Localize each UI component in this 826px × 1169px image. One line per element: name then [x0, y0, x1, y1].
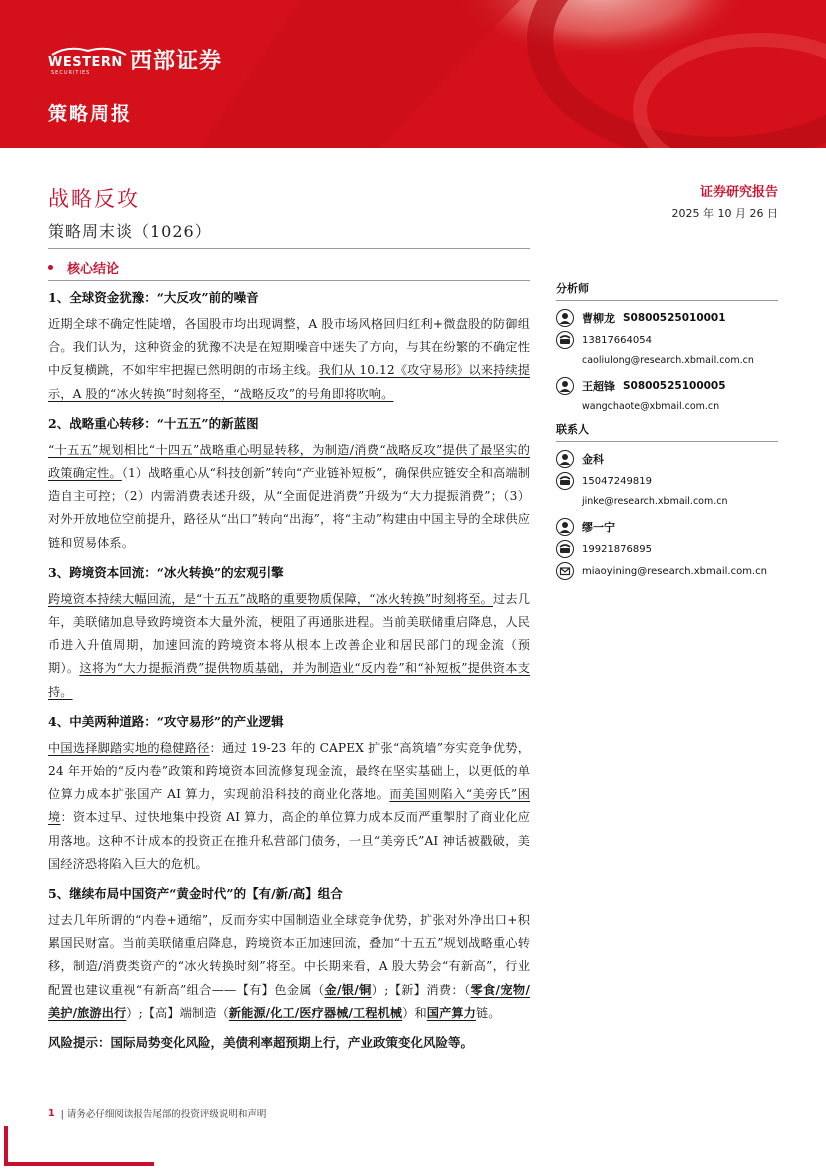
page-footer [48, 1106, 266, 1120]
company-logo [48, 44, 222, 75]
footer-note: | 请务必仔细阅读报告尾部的投资评级说明和声明 [60, 1109, 267, 1120]
core-label: 核心结论 [67, 262, 120, 277]
logo-chinese: 西部证券 [130, 49, 223, 74]
risk-warning: 风险提示：国际局势变化风险，美债利率超预期上行，产业政策变化风险等。 [48, 1035, 474, 1051]
report-date: 2025 年 10 月 26 日 [671, 207, 778, 220]
main-content [48, 287, 530, 1054]
contact-email[interactable]: jinke@research.xbmail.com.cn [582, 496, 728, 507]
contact-card [556, 516, 778, 582]
mail-icon [556, 562, 574, 580]
analyst-name: 王超锋 [582, 380, 615, 393]
contact-name: 金科 [582, 453, 604, 466]
corner-decoration [4, 1126, 8, 1166]
section-5 [48, 883, 530, 1025]
analyst-email[interactable]: wangchaote@xbmail.com.cn [582, 401, 720, 412]
analyst-phone[interactable]: 13817664054 [582, 334, 652, 346]
report-type: 策略周报 [48, 103, 133, 125]
analyst-heading: 分析师 [556, 280, 778, 301]
contact-name: 缪一宁 [582, 521, 615, 534]
section-paragraph: 跨境资本持续大幅回流，是“十五五”战略的重要物质保障，“冰火转换”时刻将至。过去几年，美联储加息导致跨境资本大量外流，梗阻了再通胀进程。当前美联储重启降息，人民币进入升值周期，加速回流的跨境资本将从根本上改善企业和居民部门的现金流（预期）。这将为“大力提振消费”提供物质基础，并为制造业“反内卷”和“补短板”提供资本支持。 [48, 591, 530, 699]
contact-heading: 联系人 [556, 421, 778, 442]
logo-english-sub: SECURITIES [51, 69, 91, 76]
section-3 [48, 562, 530, 704]
analyst-name: 曹柳龙 [582, 312, 615, 325]
core-conclusion-heading [48, 258, 119, 277]
bullet-icon [48, 265, 53, 270]
person-icon [556, 309, 574, 327]
contact-email[interactable]: miaoyining@research.xbmail.com.cn [582, 565, 767, 577]
section-title: 2、战略重心转移：“十五五”的新蓝图 [48, 415, 259, 431]
report-label: 证券研究报告 [699, 185, 778, 200]
divider [48, 280, 530, 281]
analyst-card [556, 375, 778, 417]
person-icon [556, 377, 574, 395]
section-paragraph: “十五五”规划相比“十四五”战略重心明显转移，为制造/消费“战略反攻”提供了最坚实的政策确定性。（1）战略重心从“科技创新”转向“产业链补短板”，确保供应链安全和高端制造自主可控；（2）内需消费表述升级，从“全面促进消费”升级为“大力提振消费”；（3）对外开放地位空前提升，路径从“出口”转向“出海”，将“主动”构建由中国主导的全球供应链和贸易体系。 [48, 442, 530, 550]
section-2 [48, 413, 530, 555]
section-paragraph: 中国选择脚踏实地的稳健路径：通过 19-23 年的 CAPEX 扩张“高筑墙”夯实竞争优势，24 年开始的“反内卷”政策和跨境资本回流修复现金流，最终在坚实基础上，以更低的单位算力成本扩张国产 AI 算力，实现前沿科技的商业化落地。而美国则陷入“美旁氏”困境：资本过早、过快地集中投资 AI 算力，高企的单位算力成本反而严重掣肘了商业化应用落地。这种不计成本的投资正在推升私营部门债务，一旦“美旁氏”AI 神话被戳破，美国经济恐将陷入巨大的危机。 [48, 740, 530, 871]
page-number: 1 [48, 1107, 55, 1119]
section-paragraph: 过去几年所谓的“内卷+通缩”，反而夯实中国制造业全球竞争优势，扩张对外净出口+积累国民财富。当前美联储重启降息，跨境资本正加速回流，叠加“十五五”规划战略重心转移，制造/消费类资产的“冰火转换时刻”将至。中长期来看，A 股大势会“有新高”，行业配置也建议重视“有新高”组合——【有】色金属（金/银/铜）;【新】消费：（零食/宠物/美护/旅游出行）;【高】端制造（新能源/化工/医疗器械/工程机械）和国产算力链。 [48, 913, 530, 1020]
analyst-card [556, 307, 778, 371]
contact-phone[interactable]: 15047249819 [582, 475, 652, 487]
report-title: 战略反攻 [48, 187, 140, 211]
corner-decoration [4, 1162, 154, 1166]
contact-card [556, 448, 778, 512]
divider [48, 248, 530, 249]
contact-phone[interactable]: 19921876895 [582, 543, 652, 555]
phone-icon [556, 472, 574, 490]
section-title: 5、继续布局中国资产“黄金时代”的【有/新/高】组合 [48, 886, 343, 902]
analyst-cert: S0800525100005 [623, 380, 726, 392]
analyst-email[interactable]: caoliulong@research.xbmail.com.cn [582, 355, 754, 366]
sidebar [556, 280, 778, 586]
phone-icon [556, 540, 574, 558]
person-icon [556, 450, 574, 468]
report-subtitle: 策略周末谈（1026） [48, 222, 212, 241]
section-title: 3、跨境资本回流：“冰火转换”的宏观引擎 [48, 564, 284, 580]
section-4 [48, 711, 530, 876]
phone-icon [556, 331, 574, 349]
section-1 [48, 287, 530, 406]
logo-english: WESTERN [48, 54, 123, 70]
person-icon [556, 518, 574, 536]
section-paragraph: 近期全球不确定性陡增，各国股市均出现调整，A 股市场风格回归红利+微盘股的防御组合。我们认为，这种资金的犹豫不决是在短期噪音中迷失了方向，与其在纷繁的不确定性中反复横跳，不如牢牢把握已然明朗的市场主线。我们从 10.12《攻守易形》以来持续提示，A 股的“冰火转换”时刻将至，“战略反攻”的号角即将吹响。 [48, 317, 531, 401]
section-title: 4、中美两种道路：“攻守易形”的产业逻辑 [48, 713, 284, 729]
section-title: 1、全球资金犹豫：“大反攻”前的噪音 [48, 290, 259, 305]
header-banner [0, 0, 826, 148]
analyst-cert: S0800525010001 [623, 312, 726, 324]
